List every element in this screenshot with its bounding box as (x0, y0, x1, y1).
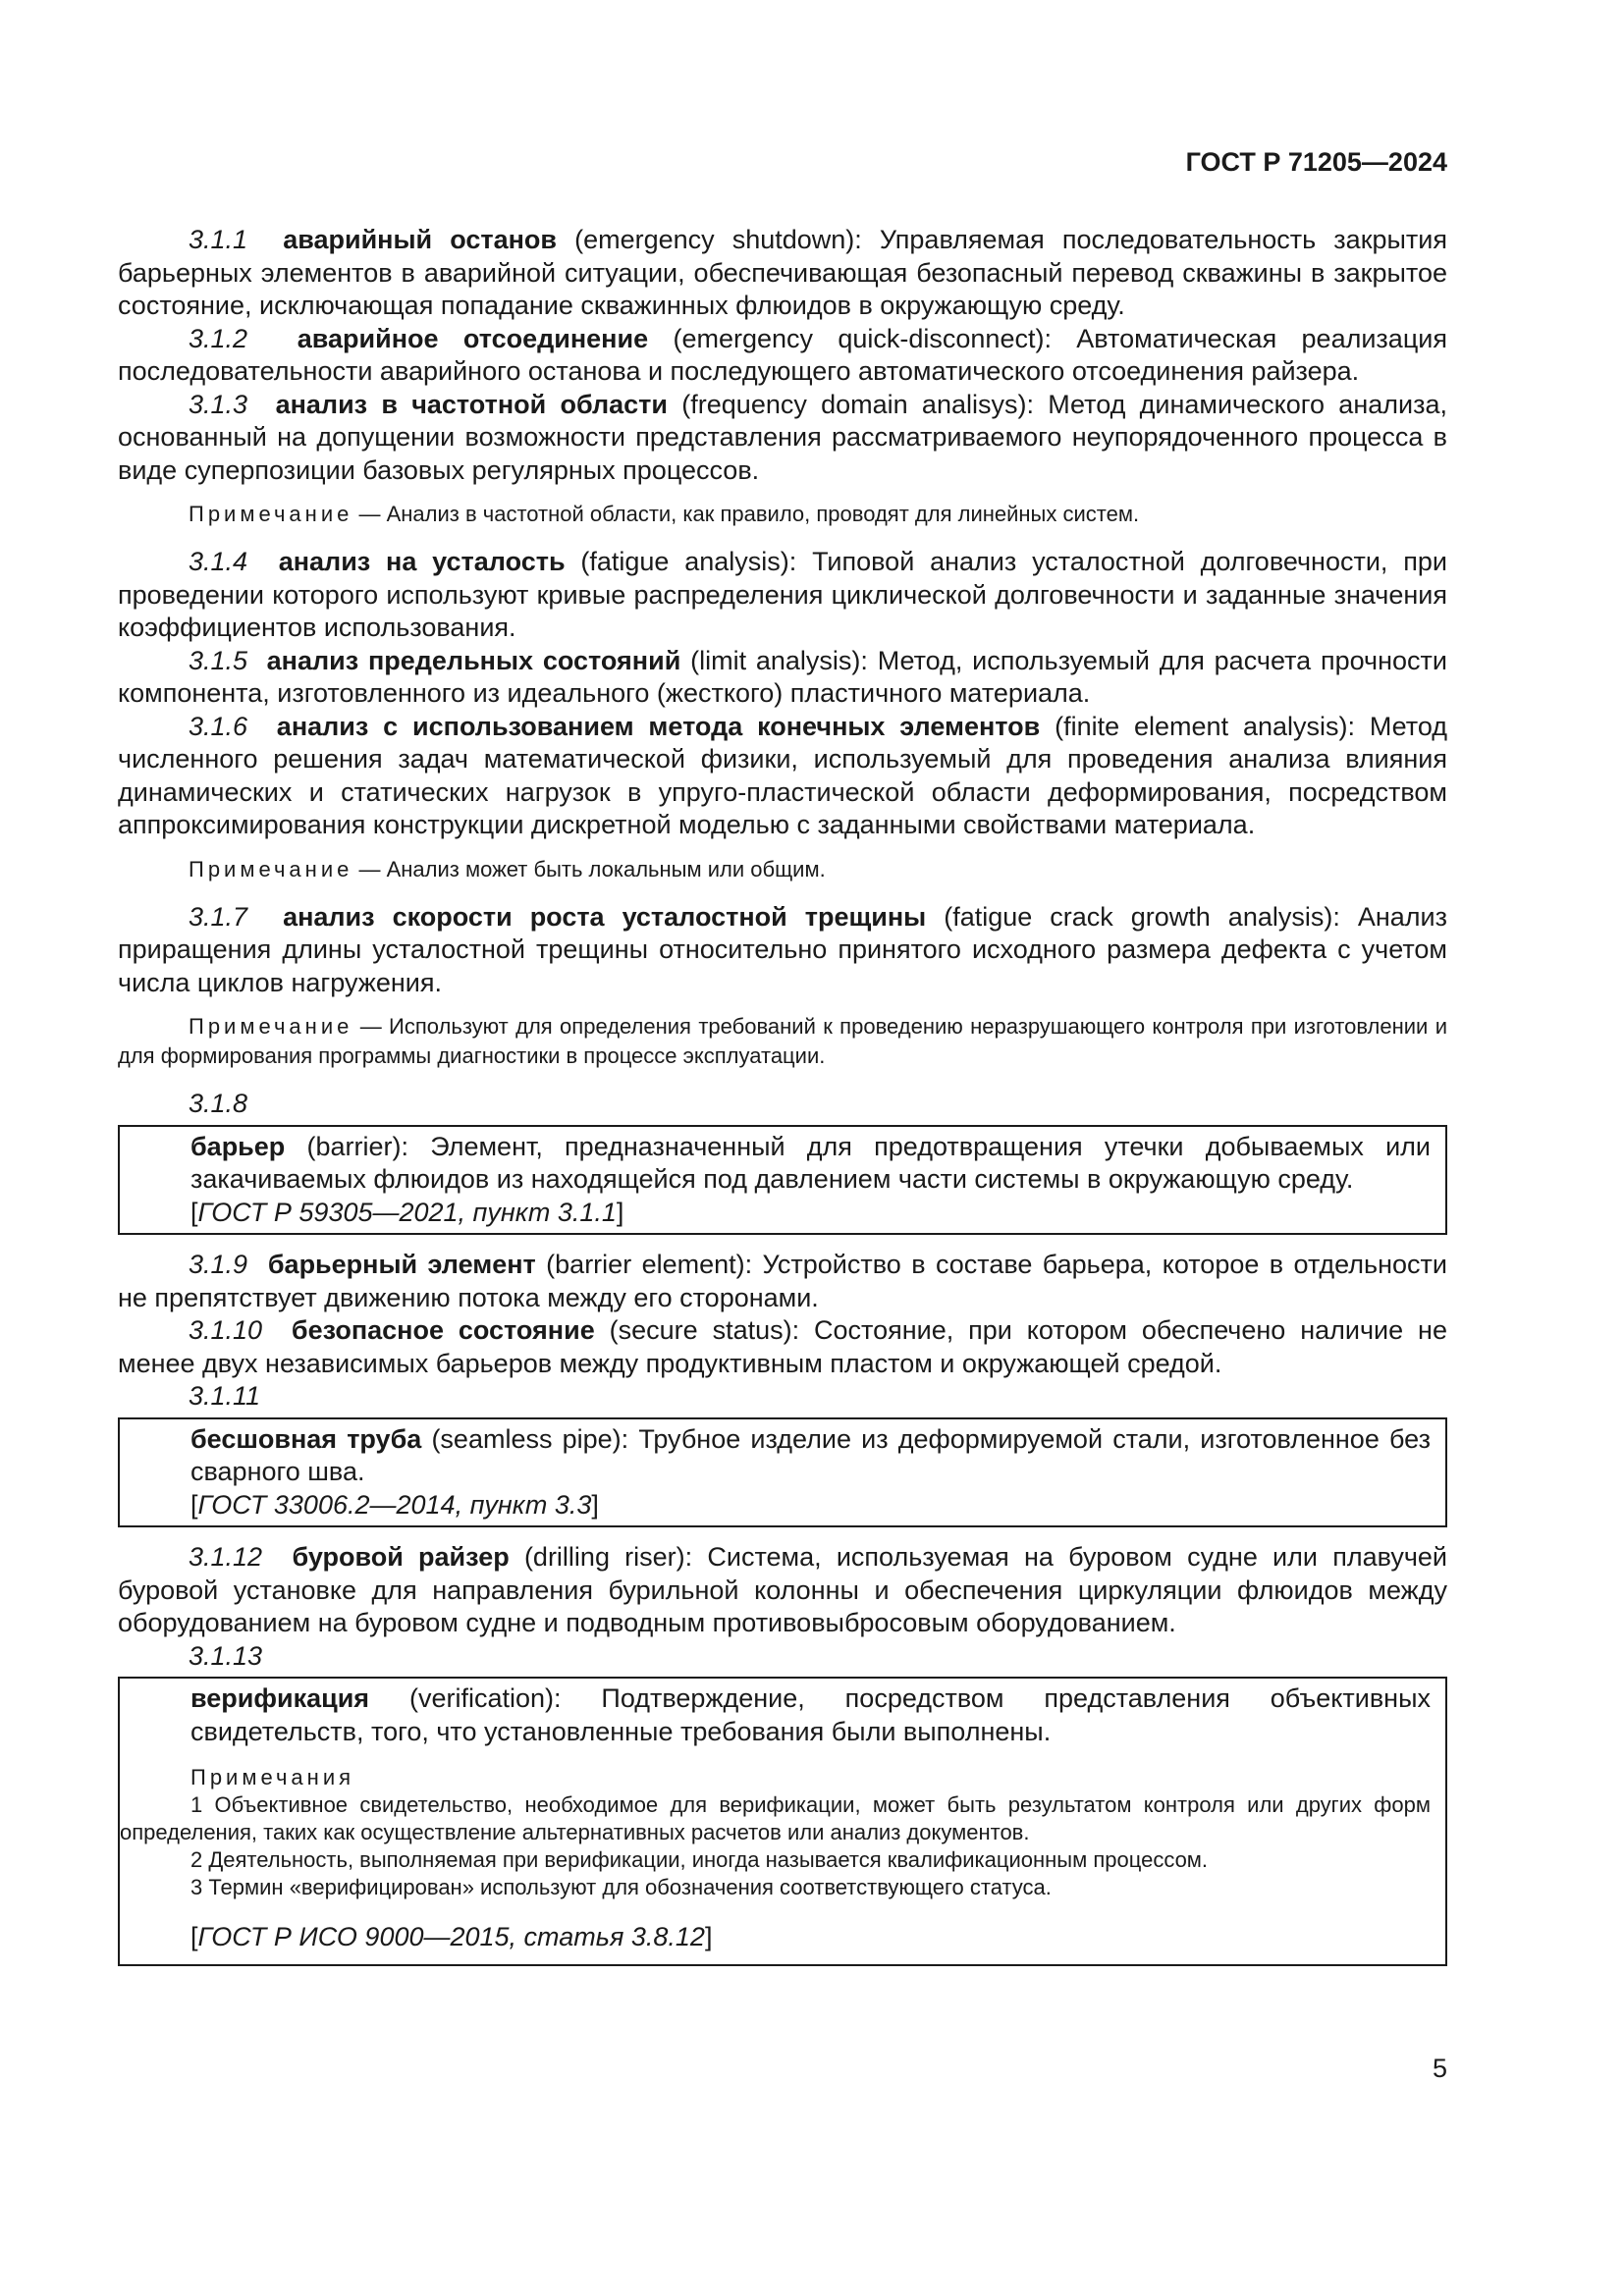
term-3-1-10 (118, 1314, 1447, 1380)
note-text: — Анализ может быть локальным или общим. (352, 856, 826, 881)
term-3-1-1 (118, 224, 1447, 323)
term-definition: : Трубное изделие из деформируемой стали, изготовленное без сварного шва. (190, 1423, 1431, 1486)
term-definition: : Типовой анализ усталостной долговечности, при проведении которого используют кривые распределения циклической долговечности и заданные значения коэффициентов использования. (118, 547, 1447, 642)
term-source: [ГОСТ 33006.2—2014, пункт 3.3] (190, 1489, 599, 1520)
term-number-3-1-13: 3.1.13 (189, 1640, 263, 1671)
term-notes (120, 1764, 1431, 1901)
term-box-3-1-8 (118, 1125, 1447, 1236)
term-3-1-2 (118, 323, 1447, 389)
term-source: [ГОСТ Р 59305—2021, пункт 3.1.1] (190, 1197, 624, 1227)
term-number-3-1-11: 3.1.11 (189, 1381, 261, 1411)
term-name: анализ скорости роста усталостной трещины (283, 901, 927, 932)
term-box-3-1-13 (118, 1677, 1447, 1966)
source-reference: ГОСТ Р 59305—2021, пункт 3.1.1 (197, 1197, 617, 1227)
document-body (118, 224, 1447, 1966)
term-name: аварийное отсоединение (297, 323, 649, 353)
note-3-1-7 (118, 1012, 1447, 1071)
term-english: (drilling riser) (523, 1542, 685, 1572)
term-definition: : Элемент, предназначенный для предотвращения утечки добываемых или закачиваемых флюидов из находящейся под давлением части системы в окружающую среду. (190, 1131, 1431, 1194)
term-definition: : Управляемая последовательность закрытия барьерных элементов в аварийной ситуации, обеспечивающая безопасный перевод скважины в закрытое состояние, исключающая попадание скважинных флюидов в окружающую среду. (118, 225, 1447, 320)
term-3-1-3 (118, 389, 1447, 488)
term-number-3-1-8: 3.1.8 (189, 1089, 248, 1118)
term-definition: : Система, используемая на буровом судне или плавучей буровой установке для направления бурильной колонны и обеспечения циркуляции флюидов между оборудованием на буровом судне и подводным противовыбросовым оборудованием. (118, 1542, 1447, 1637)
term-name: анализ в частотной области (275, 389, 669, 419)
term-3-1-7 (118, 901, 1447, 1000)
term-english: (limit analysis) (690, 645, 861, 675)
term-3-1-4 (118, 546, 1447, 645)
term-definition: : Устройство в составе барьера, которое в отдельности не препятствует движению потока между его сторонами. (118, 1250, 1447, 1312)
term-number: 3.1.1 (189, 225, 248, 254)
term-3-1-12 (118, 1541, 1447, 1640)
term-definition: : Состояние, при котором обеспечено наличие не менее двух независимых барьеров между продуктивным пластом и окружающей средой. (118, 1315, 1447, 1378)
term-definition: : Метод численного решения задач математической физики, используемый для проведения анализа влияния динамических и статических нагрузок в упруго-пластической области деформирования, посредством аппроксимирования конструкции дискретной моделью с заданными свойствами материала. (118, 711, 1447, 839)
term-3-1-11 (190, 1423, 1431, 1489)
term-3-1-6 (118, 711, 1447, 842)
note-text: — Анализ в частотной области, как правило, проводят для линейных систем. (352, 502, 1140, 526)
note-1: 1 Объективное свидетельство, необходимое для верификации, может быть результатом контроля или других форм определения, таких как осуществление альтернативных расчетов или анализ документов. (120, 1792, 1431, 1844)
note-label: Примечание (189, 502, 353, 526)
term-name: анализ на усталость (278, 547, 566, 576)
note-label: Примечание (189, 856, 353, 881)
term-english: (seamless pipe) (431, 1423, 622, 1454)
term-3-1-13 (190, 1682, 1431, 1748)
term-english: (finite element analysis) (1055, 711, 1348, 741)
note-3: 3 Термин «верифицирован» используют для обозначения соответствующего статуса. (190, 1875, 1052, 1899)
document-header: ГОСТ Р 71205—2024 (1185, 147, 1447, 177)
term-number: 3.1.6 (189, 711, 248, 741)
term-definition: : Метод, используемый для расчета прочности компонента, изготовленного из идеального (жесткого) пластичного материала. (118, 645, 1447, 708)
note-3-1-3 (118, 500, 1447, 529)
term-source: [ГОСТ Р ИСО 9000—2015, статья 3.8.12] (190, 1922, 713, 1951)
term-number: 3.1.7 (189, 901, 248, 932)
term-name: анализ предельных состояний (266, 645, 681, 675)
term-english: (emergency quick-disconnect) (673, 323, 1045, 353)
term-number: 3.1.3 (189, 389, 248, 419)
term-definition: : Автоматическая реализация последовательности аварийного останова и последующего автоматического отсоединения райзера. (118, 323, 1447, 386)
term-definition: : Анализ приращения длины усталостной трещины относительно принятого исходного размера дефекта с учетом числа циклов нагружения. (118, 901, 1447, 997)
notes-label: Примечания (190, 1765, 355, 1789)
term-name: барьерный элемент (267, 1250, 536, 1279)
term-3-1-8 (190, 1131, 1431, 1197)
term-3-1-5 (118, 645, 1447, 711)
term-name: аварийный останов (283, 225, 557, 254)
note-3-1-6 (118, 855, 1447, 884)
term-name: верификация (190, 1683, 370, 1713)
term-definition: : Метод динамического анализа, основанный на допущении возможности представления рассматриваемого неупорядоченного процесса в виде суперпозиции базовых регулярных процессов. (118, 389, 1447, 485)
source-reference: ГОСТ 33006.2—2014, пункт 3.3 (197, 1489, 592, 1520)
term-english: (verification) (408, 1683, 555, 1713)
term-name: буровой райзер (292, 1542, 510, 1572)
term-english: (fatigue crack growth analysis) (944, 901, 1333, 932)
term-box-3-1-11 (118, 1417, 1447, 1528)
note-2: 2 Деятельность, выполняемая при верификации, иногда называется квалификационным процессом. (190, 1847, 1209, 1872)
term-number: 3.1.10 (189, 1315, 263, 1345)
term-name: анализ с использованием метода конечных элементов (276, 711, 1041, 741)
term-english: (barrier) (306, 1131, 402, 1161)
note-label: Примечание (189, 1014, 353, 1039)
source-reference: ГОСТ Р ИСО 9000—2015, статья 3.8.12 (197, 1922, 705, 1951)
term-number: 3.1.5 (189, 645, 248, 675)
term-number: 3.1.9 (189, 1250, 248, 1279)
term-name: барьер (190, 1131, 286, 1161)
term-english: (emergency shutdown) (574, 225, 855, 254)
term-english: (secure status) (609, 1315, 792, 1345)
term-english: (frequency domain analisys) (681, 389, 1027, 419)
term-number: 3.1.2 (189, 323, 248, 353)
term-english: (fatigue analysis) (580, 547, 789, 576)
term-number: 3.1.12 (189, 1542, 263, 1572)
note-text: — Используют для определения требований к проведению неразрушающего контроля при изготовлении и для формирования программы диагностики в процессе эксплуатации. (118, 1014, 1447, 1068)
term-english: (barrier element) (546, 1250, 745, 1279)
term-3-1-9 (118, 1249, 1447, 1314)
term-number: 3.1.4 (189, 547, 248, 576)
term-name: безопасное состояние (291, 1315, 595, 1345)
term-definition: : Подтверждение, посредством представления объективных свидетельств, того, что установленные требования были выполнены. (190, 1683, 1431, 1746)
page-number: 5 (1432, 2054, 1447, 2083)
term-name: бесшовная труба (190, 1423, 422, 1454)
